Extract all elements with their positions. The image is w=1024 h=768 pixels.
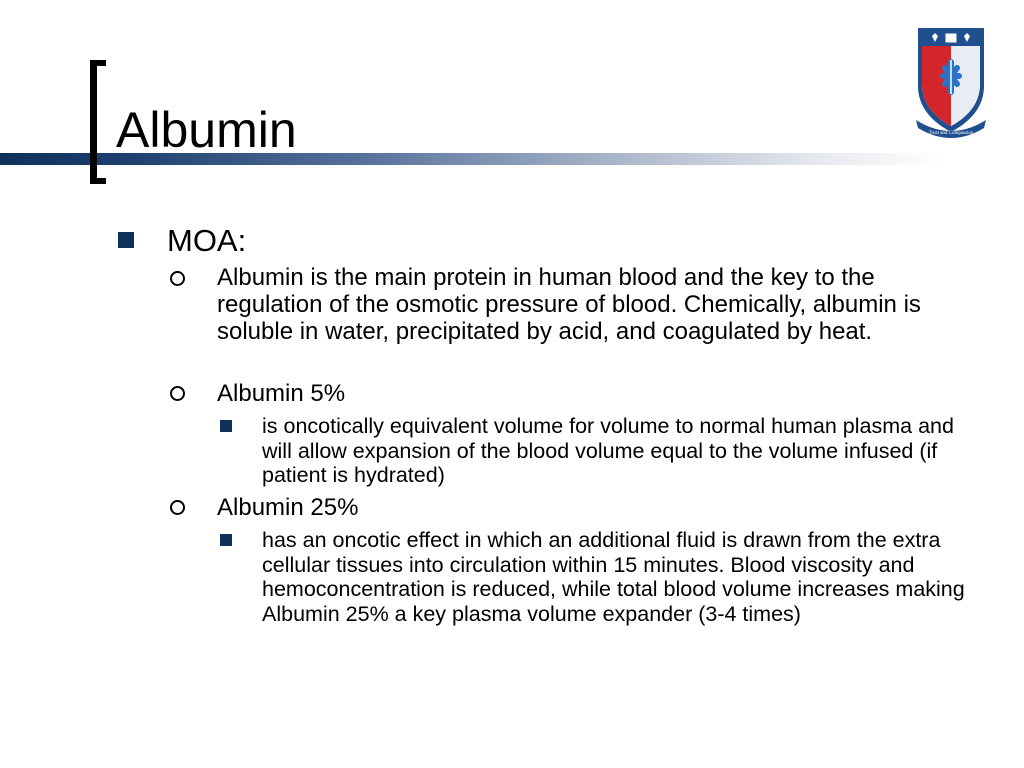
albumin-25-label: Albumin 25% <box>217 494 359 521</box>
circle-bullet-icon <box>170 386 185 401</box>
square-bullet-icon <box>220 534 232 546</box>
slide-title: Albumin <box>116 102 297 158</box>
college-crest-logo <box>914 24 988 140</box>
square-bullet-icon <box>118 232 134 248</box>
albumin-5-detail: is oncotically equivalent volume for volume to normal human plasma and will allow expansion of the blood volume equal to the volume infused (if patient is hydrated) <box>262 414 954 487</box>
square-bullet-icon <box>220 420 232 432</box>
albumin-description: Albumin is the main protein in human blood and the key to the regulation of the osmotic pressure of blood. Chemically, albumin is soluble in water, precipitated by acid, and coagulated by heat. <box>217 264 921 345</box>
albumin-5-label: Albumin 5% <box>217 380 346 407</box>
crest-motto: Trust and Compassion <box>928 131 974 136</box>
circle-bullet-icon <box>170 271 185 286</box>
albumin-25-detail: has an oncotic effect in which an additional fluid is drawn from the extra cellular tissues into circulation within 15 minutes. Blood viscosity and hemoconcentration is reduced, while total blood volume increases making Albumin 25% a key plasma volume expander (3-4 times) <box>262 528 965 626</box>
moa-heading: MOA: <box>167 223 247 258</box>
title-bracket <box>90 60 106 184</box>
circle-bullet-icon <box>170 500 185 515</box>
